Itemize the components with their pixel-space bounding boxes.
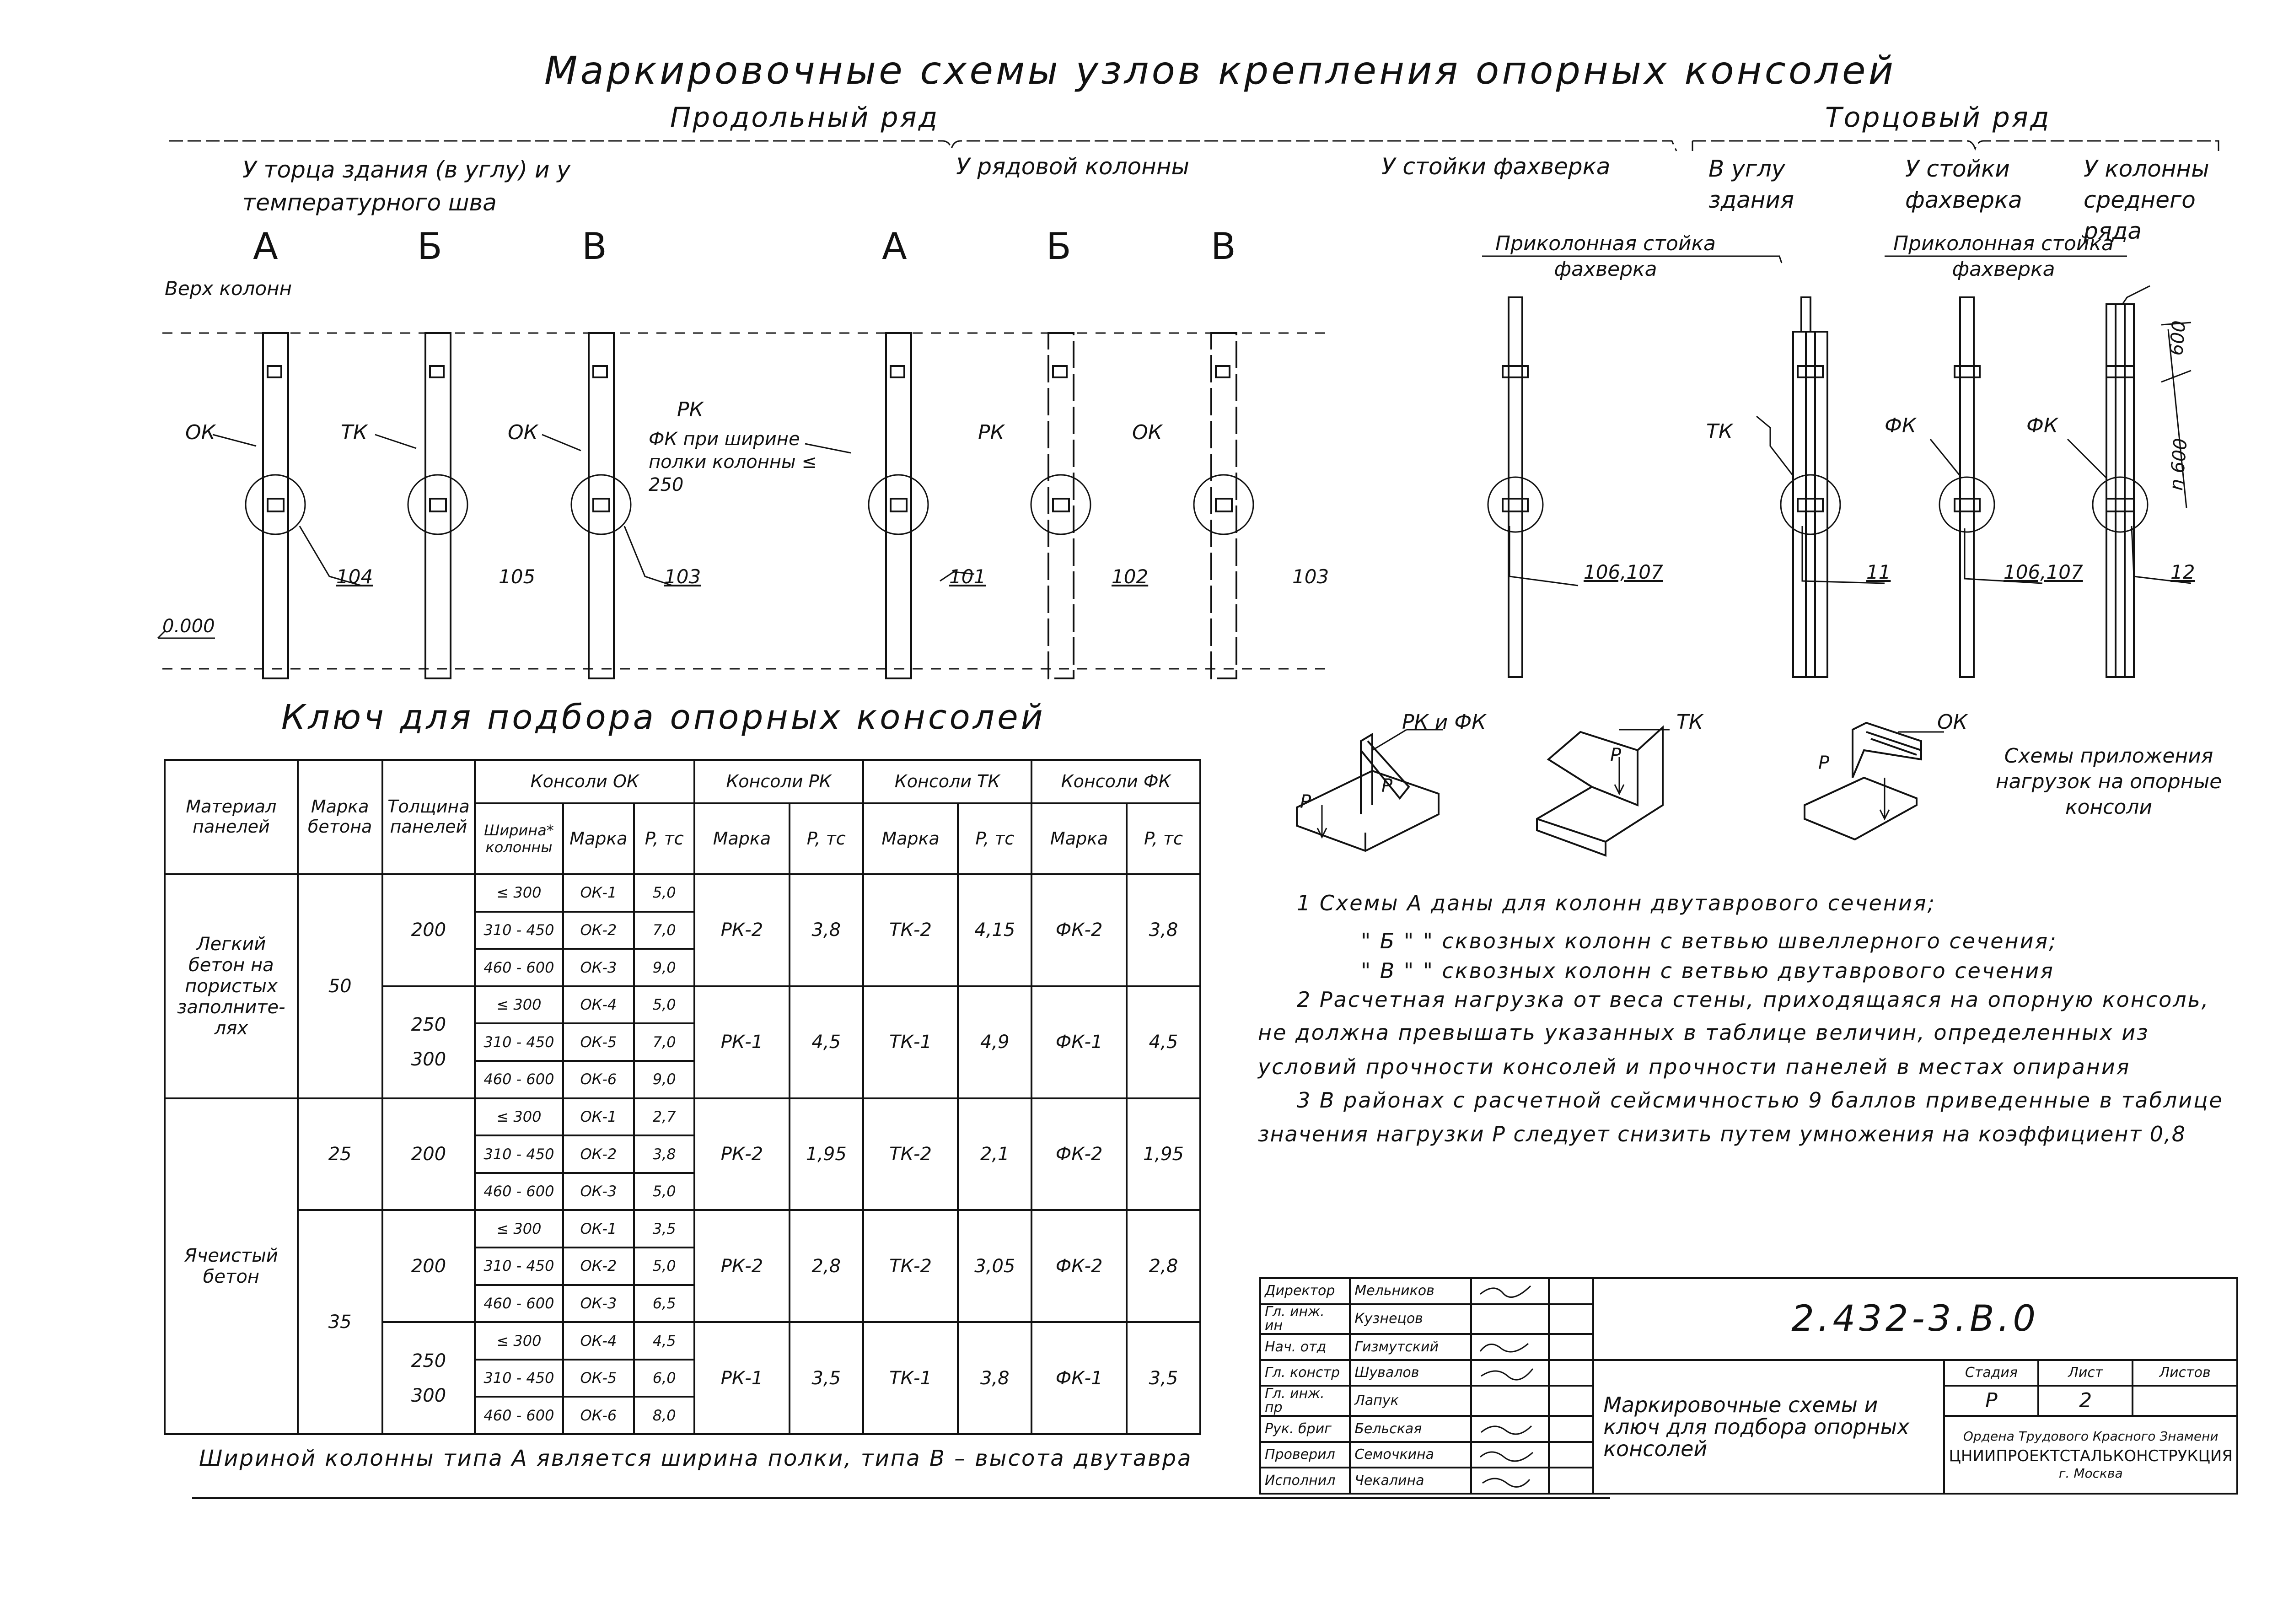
ref-106-107b: 106,107: [2004, 561, 2083, 583]
label-col-top: Верх колонн: [165, 277, 292, 300]
th-thickness: Толщина панелей: [382, 760, 475, 874]
cell-ok-p: 7,0: [634, 912, 694, 949]
load-schemes-caption: Схемы приложения нагрузок на опорные консоли: [1995, 744, 2222, 819]
label-dim-600: 600: [2166, 319, 2190, 357]
cell-width: 310 - 450: [475, 1248, 563, 1285]
label-rk-1: РК: [677, 398, 704, 421]
cell-ok-p: 3,8: [634, 1135, 694, 1173]
table-footnote: Шириной колонны типа А является ширина полки, типа В – высота двутавра: [199, 1446, 1193, 1471]
label-fk-2: ФК: [2026, 414, 2058, 437]
title-block: [1259, 1277, 2238, 1495]
label-ok-2: ОК: [508, 421, 538, 444]
cell-rk-mark: РК-2: [694, 1210, 790, 1322]
cell-ok-p: 5,0: [634, 1248, 694, 1285]
cell-ok-p: 4,5: [634, 1322, 694, 1360]
cell-rk-p: 4,5: [790, 986, 863, 1098]
name-head-dept: Гизмутский: [1350, 1334, 1471, 1360]
cell-tk-mark: ТК-1: [863, 986, 958, 1098]
load-p-tk: P: [1610, 745, 1622, 766]
th-width: Ширина* колонны: [475, 803, 563, 874]
cell-fk-p: 3,5: [1127, 1322, 1200, 1434]
h-sheet: Лист: [2038, 1360, 2133, 1386]
cell-rk-mark: РК-1: [694, 1322, 790, 1434]
cell-width: ≤ 300: [475, 986, 563, 1024]
load-p-rkfk-1: P: [1300, 791, 1311, 812]
cell-width: 460 - 600: [475, 1397, 563, 1434]
organization: [1944, 1416, 2237, 1494]
cell-width: 310 - 450: [475, 1135, 563, 1173]
cell-thick-200b: 200: [382, 1098, 475, 1210]
cell-tk-p: 4,15: [958, 874, 1031, 986]
role-chief-eng: Гл. инж. ин: [1260, 1304, 1350, 1334]
drawing-code: 2.432-3.В.0: [1593, 1278, 2237, 1360]
cell-fk-mark: ФК-1: [1031, 986, 1127, 1098]
signature-cell: [1471, 1468, 1549, 1494]
sheets-value: [2133, 1386, 2237, 1416]
role-head-dept: Нач. отд: [1260, 1334, 1350, 1360]
cell-thick-300a: 300: [411, 1049, 446, 1070]
cell-width: ≤ 300: [475, 1210, 563, 1248]
cell-tk-mark: ТК-2: [863, 874, 958, 986]
note-line-3: " В " " сквозных колонн с ветвью двутаврового сечения: [1361, 958, 2054, 983]
th-fk-p: P, тс: [1127, 803, 1200, 874]
cell-ok-mark: ОК-2: [563, 1248, 634, 1285]
cell-ok-p: 5,0: [634, 874, 694, 912]
key-title: Ключ для подбора опорных консолей: [281, 698, 1046, 737]
th-rk-mark: Марка: [694, 803, 790, 874]
label-zero: 0.000: [162, 616, 215, 637]
cell-fk-p: 2,8: [1127, 1210, 1200, 1322]
cell-tk-p: 2,1: [958, 1098, 1031, 1210]
cell-fk-mark: ФК-1: [1031, 1322, 1127, 1434]
cell-width: 310 - 450: [475, 1023, 563, 1061]
cell-ok-p: 9,0: [634, 949, 694, 986]
cell-thick-250b: 250: [411, 1350, 446, 1371]
th-tk-p: P, тс: [958, 803, 1031, 874]
scheme-letter-v2: В: [1211, 225, 1236, 268]
cell-width: ≤ 300: [475, 1322, 563, 1360]
subgroup-corner: В углу здания: [1708, 156, 1794, 213]
cell-thick-200a: 200: [382, 874, 475, 986]
ref-105: 105: [499, 565, 536, 588]
signature-cell: [1471, 1416, 1549, 1442]
cell-tk-mark: ТК-1: [863, 1322, 958, 1434]
role-checked: Проверил: [1260, 1442, 1350, 1468]
name-checked: Семочкина: [1350, 1442, 1471, 1468]
cell-thick-200c: 200: [382, 1210, 475, 1322]
label-fk-note: ФК при ширине полки колонны ≤ 250: [649, 429, 817, 495]
subgroup-fachwerk: У стойки фахверка: [1381, 153, 1611, 180]
th-rk-p: P, тс: [790, 803, 863, 874]
ref-106-107a: 106,107: [1584, 561, 1663, 583]
note-line-4: 2 Расчетная нагрузка от веса стены, приходящаяся на опорную консоль,: [1297, 987, 2210, 1012]
cell-grade-25: 25: [298, 1098, 382, 1210]
cell-tk-p: 3,8: [958, 1322, 1031, 1434]
ref-103b: 103: [1292, 565, 1329, 588]
th-ok-p: P, тс: [634, 803, 694, 874]
name-chief-eng: Кузнецов: [1350, 1304, 1471, 1334]
scheme-letter-b1: Б: [417, 225, 442, 268]
ref-12: 12: [2170, 561, 2195, 583]
cell-material-cell: Ячеистый бетон: [165, 1098, 298, 1434]
scheme-letter-v1: В: [582, 225, 607, 268]
bracket-label-tk: ТК: [1676, 710, 1703, 734]
bracket-rkfk-drawing: [1297, 730, 1443, 851]
cell-ok-mark: ОК-3: [563, 949, 634, 986]
ref-103a: 103: [664, 565, 701, 588]
note-line-5: не должна превышать указанных в таблице величин, определенных из: [1258, 1020, 2149, 1045]
subgroup-mid-row: У колонны среднего ряда: [2084, 156, 2209, 244]
th-ok-mark: Марка: [563, 803, 634, 874]
cell-ok-mark: ОК-1: [563, 1098, 634, 1136]
cell-ok-mark: ОК-4: [563, 1322, 634, 1360]
label-ok-1: ОК: [185, 421, 215, 444]
cell-thick-250a: 250: [411, 1014, 446, 1036]
cell-ok-p: 3,5: [634, 1210, 694, 1248]
sheet-title: Маркировочные схемы и ключ для подбора опорных консолей: [1593, 1360, 1944, 1494]
cell-rk-p: 1,95: [790, 1098, 863, 1210]
label-ok-3: ОК: [1132, 421, 1162, 444]
note-line-8: значения нагрузки P следует снизить путем умножения на коэффициент 0,8: [1258, 1122, 2186, 1146]
subgroup-row-column: У рядовой колонны: [956, 153, 1189, 180]
cell-ok-p: 6,5: [634, 1285, 694, 1323]
note-line-2: " Б " " сквозных колонн с ветвью швеллерного сечения;: [1361, 929, 2057, 953]
cell-ok-p: 7,0: [634, 1023, 694, 1061]
cell-thick-300b: 300: [411, 1385, 446, 1406]
org-line-2: ЦНИИПРОЕКТСТАЛЬКОНСТРУКЦИЯ: [1949, 1447, 2233, 1465]
cell-tk-p: 4,9: [958, 986, 1031, 1098]
cell-tk-mark: ТК-2: [863, 1098, 958, 1210]
cell-fk-p: 3,8: [1127, 874, 1200, 986]
group-end: Торцовый ряд: [1825, 102, 2051, 134]
cell-ok-p: 2,7: [634, 1098, 694, 1136]
cell-tk-p: 3,05: [958, 1210, 1031, 1322]
cell-fk-p: 1,95: [1127, 1098, 1200, 1210]
cell-width: ≤ 300: [475, 874, 563, 912]
cell-width: 310 - 450: [475, 912, 563, 949]
ref-11: 11: [1866, 561, 1891, 583]
signature-cell: [1471, 1360, 1549, 1386]
cell-fk-mark: ФК-2: [1031, 874, 1127, 986]
cell-ok-mark: ОК-5: [563, 1023, 634, 1061]
th-fk: Консоли ФК: [1031, 760, 1200, 803]
th-tk: Консоли ТК: [863, 760, 1032, 803]
note-line-1: 1 Схемы А даны для колонн двутаврового сечения;: [1297, 891, 1936, 915]
cell-rk-p: 2,8: [790, 1210, 863, 1322]
cell-ok-mark: ОК-2: [563, 1135, 634, 1173]
cell-tk-mark: ТК-2: [863, 1210, 958, 1322]
scheme-letter-b2: Б: [1046, 225, 1071, 268]
load-p-rkfk-2: P: [1381, 775, 1393, 796]
cell-rk-mark: РК-2: [694, 1098, 790, 1210]
label-tk-2: ТК: [1706, 420, 1733, 443]
cell-width: 460 - 600: [475, 949, 563, 986]
name-executed: Чекалина: [1350, 1468, 1471, 1494]
th-rk: Консоли РК: [694, 760, 863, 803]
th-ok: Консоли ОК: [475, 760, 694, 803]
cell-width: 460 - 600: [475, 1061, 563, 1098]
subgroup-near-col-2: Приколонная стойка фахверка: [1893, 232, 2114, 281]
name-team-lead: Бельская: [1350, 1416, 1471, 1442]
cell-width: ≤ 300: [475, 1098, 563, 1136]
cell-width: 460 - 600: [475, 1173, 563, 1210]
th-grade: Марка бетона: [298, 760, 382, 874]
org-line-1: Ордена Трудового Красного Знамени: [1963, 1429, 2219, 1444]
note-line-6: условий прочности консолей и прочности панелей в местах опирания: [1258, 1054, 2131, 1079]
scheme-letter-a2: А: [882, 225, 907, 268]
role-director: Директор: [1260, 1278, 1350, 1304]
role-executed: Исполнил: [1260, 1468, 1350, 1494]
cell-fk-p: 4,5: [1127, 986, 1200, 1098]
name-chief-proj: Лапук: [1350, 1386, 1471, 1416]
label-rk-2: РК: [978, 421, 1005, 444]
cell-ok-p: 9,0: [634, 1061, 694, 1098]
label-fk-1: ФК: [1885, 414, 1917, 437]
load-p-ok: P: [1818, 753, 1830, 774]
bracket-label-rkfk: РК и ФК: [1402, 710, 1486, 734]
ref-102: 102: [1112, 565, 1149, 588]
cell-rk-p: 3,5: [790, 1322, 863, 1434]
cell-grade-50: 50: [298, 874, 382, 1098]
signature-cell: [1471, 1334, 1549, 1360]
subgroup-near-col-1: Приколонная стойка фахверка: [1495, 232, 1716, 281]
h-stage: Стадия: [1944, 1360, 2038, 1386]
th-material: Материал панелей: [165, 760, 298, 874]
cell-ok-p: 5,0: [634, 986, 694, 1024]
group-longitudinal: Продольный ряд: [670, 102, 940, 134]
cell-ok-mark: ОК-2: [563, 912, 634, 949]
drawing-title: Маркировочные схемы узлов крепления опорных консолей: [544, 48, 1896, 93]
cell-ok-mark: ОК-6: [563, 1061, 634, 1098]
cell-ok-mark: ОК-1: [563, 1210, 634, 1248]
label-dim-n600: n 600: [2166, 437, 2192, 492]
name-director: Мельников: [1350, 1278, 1471, 1304]
label-tk-1: ТК: [341, 421, 368, 444]
cell-ok-p: 6,0: [634, 1360, 694, 1397]
stage-value: Р: [1944, 1386, 2038, 1416]
subgroup-at-fachwerk: У стойки фахверка: [1905, 156, 2022, 213]
cell-rk-p: 3,8: [790, 874, 863, 986]
cell-width: 460 - 600: [475, 1285, 563, 1323]
cell-fk-mark: ФК-2: [1031, 1210, 1127, 1322]
cell-ok-mark: ОК-6: [563, 1397, 634, 1434]
cell-grade-35: 35: [298, 1210, 382, 1434]
cell-rk-mark: РК-1: [694, 986, 790, 1098]
subgroup-end-wall-text: У торца здания (в углу) и у температурного шва: [242, 156, 570, 216]
cell-fk-mark: ФК-2: [1031, 1098, 1127, 1210]
cell-material-light: Легкий бетон на пористых заполните- лях: [165, 874, 298, 1098]
bracket-ok-drawing: [1805, 723, 1944, 839]
note-line-7: 3 В районах с расчетной сейсмичностью 9 баллов приведенные в таблице: [1297, 1088, 2224, 1113]
scheme-letter-a1: А: [253, 225, 278, 268]
cell-ok-mark: ОК-4: [563, 986, 634, 1024]
cell-ok-mark: ОК-3: [563, 1285, 634, 1323]
sheet-value: 2: [2038, 1386, 2133, 1416]
h-sheets: Листов: [2133, 1360, 2237, 1386]
cell-ok-p: 5,0: [634, 1173, 694, 1210]
bracket-tk-drawing: [1537, 727, 1670, 855]
cell-rk-mark: РК-2: [694, 874, 790, 986]
role-chief-proj: Гл. инж. пр: [1260, 1386, 1350, 1416]
bracket-label-ok: ОК: [1937, 710, 1967, 734]
cell-ok-mark: ОК-1: [563, 874, 634, 912]
role-team-lead: Рук. бриг: [1260, 1416, 1350, 1442]
signature-cell: [1471, 1278, 1549, 1304]
cell-ok-mark: ОК-3: [563, 1173, 634, 1210]
th-fk-mark: Марка: [1031, 803, 1127, 874]
ref-104: 104: [336, 565, 373, 588]
signature-cell: [1471, 1442, 1549, 1468]
name-chief-designer: Шувалов: [1350, 1360, 1471, 1386]
th-tk-mark: Марка: [863, 803, 958, 874]
role-chief-designer: Гл. констр: [1260, 1360, 1350, 1386]
cell-ok-p: 8,0: [634, 1397, 694, 1434]
org-line-3: г. Москва: [2058, 1465, 2123, 1481]
ref-101: 101: [949, 565, 986, 588]
cell-ok-mark: ОК-5: [563, 1360, 634, 1397]
cell-width: 310 - 450: [475, 1360, 563, 1397]
